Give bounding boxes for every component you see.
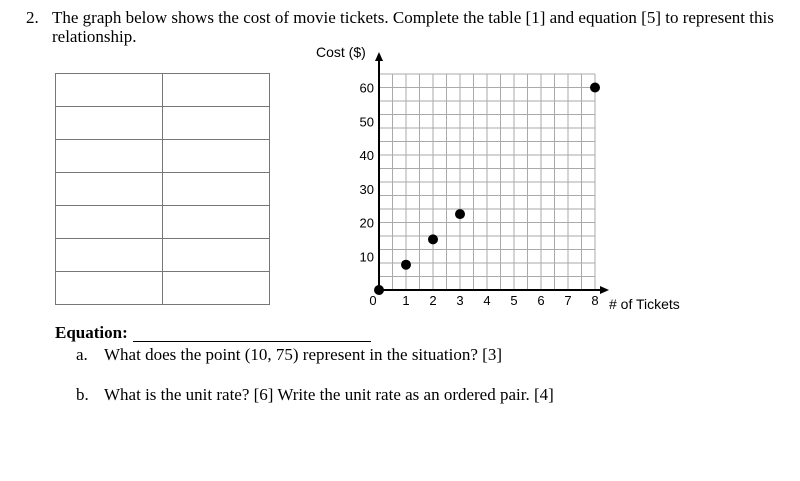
y-axis-label: Cost ($): [316, 44, 366, 60]
data-point: [455, 209, 465, 219]
x-tick-label: 4: [483, 293, 491, 308]
question-text: The graph below shows the cost of movie tickets. Complete the table [1] and equation [5] to represent this relationship.: [52, 8, 774, 46]
x-tick-label: 5: [510, 293, 518, 308]
x-tick-label: 0: [369, 293, 377, 308]
x-tick-label: 3: [456, 293, 464, 308]
part-b-question: What is the unit rate? [6] Write the unit rate as an ordered pair. [4]: [104, 385, 554, 404]
part-b-letter: b.: [76, 385, 89, 404]
question-number: 2.: [26, 8, 39, 27]
x-tick-label: 1: [402, 293, 410, 308]
x-axis-label: # of Tickets: [609, 296, 680, 312]
x-tick-label: 8: [591, 293, 599, 308]
data-point: [590, 83, 600, 93]
data-point: [401, 260, 411, 270]
y-tick-label: 40: [359, 148, 374, 163]
part-a-point: (10, 75): [244, 345, 299, 364]
data-point: [374, 285, 384, 295]
y-tick-label: 30: [359, 181, 374, 197]
part-a-question: What does the point (10, 75) represent in the situation? [3]: [104, 345, 502, 364]
data-point: [428, 234, 438, 244]
x-tick-label: 6: [537, 293, 545, 308]
chart-grid: [379, 74, 595, 290]
equation-label: Equation:: [55, 323, 128, 342]
equation-answer-line: [133, 341, 371, 342]
x-tick-label: 2: [429, 293, 437, 308]
part-a-letter: a.: [76, 345, 88, 364]
x-axis-arrow: [600, 286, 609, 294]
y-tick-label: 10: [359, 249, 374, 265]
chart-axes: [375, 52, 609, 294]
y-tick-label: 20: [359, 215, 374, 231]
y-tick-label: 50: [359, 114, 374, 130]
x-tick-label: 7: [564, 293, 572, 308]
y-axis-arrow: [375, 52, 383, 61]
y-tick-label: 60: [359, 80, 374, 96]
